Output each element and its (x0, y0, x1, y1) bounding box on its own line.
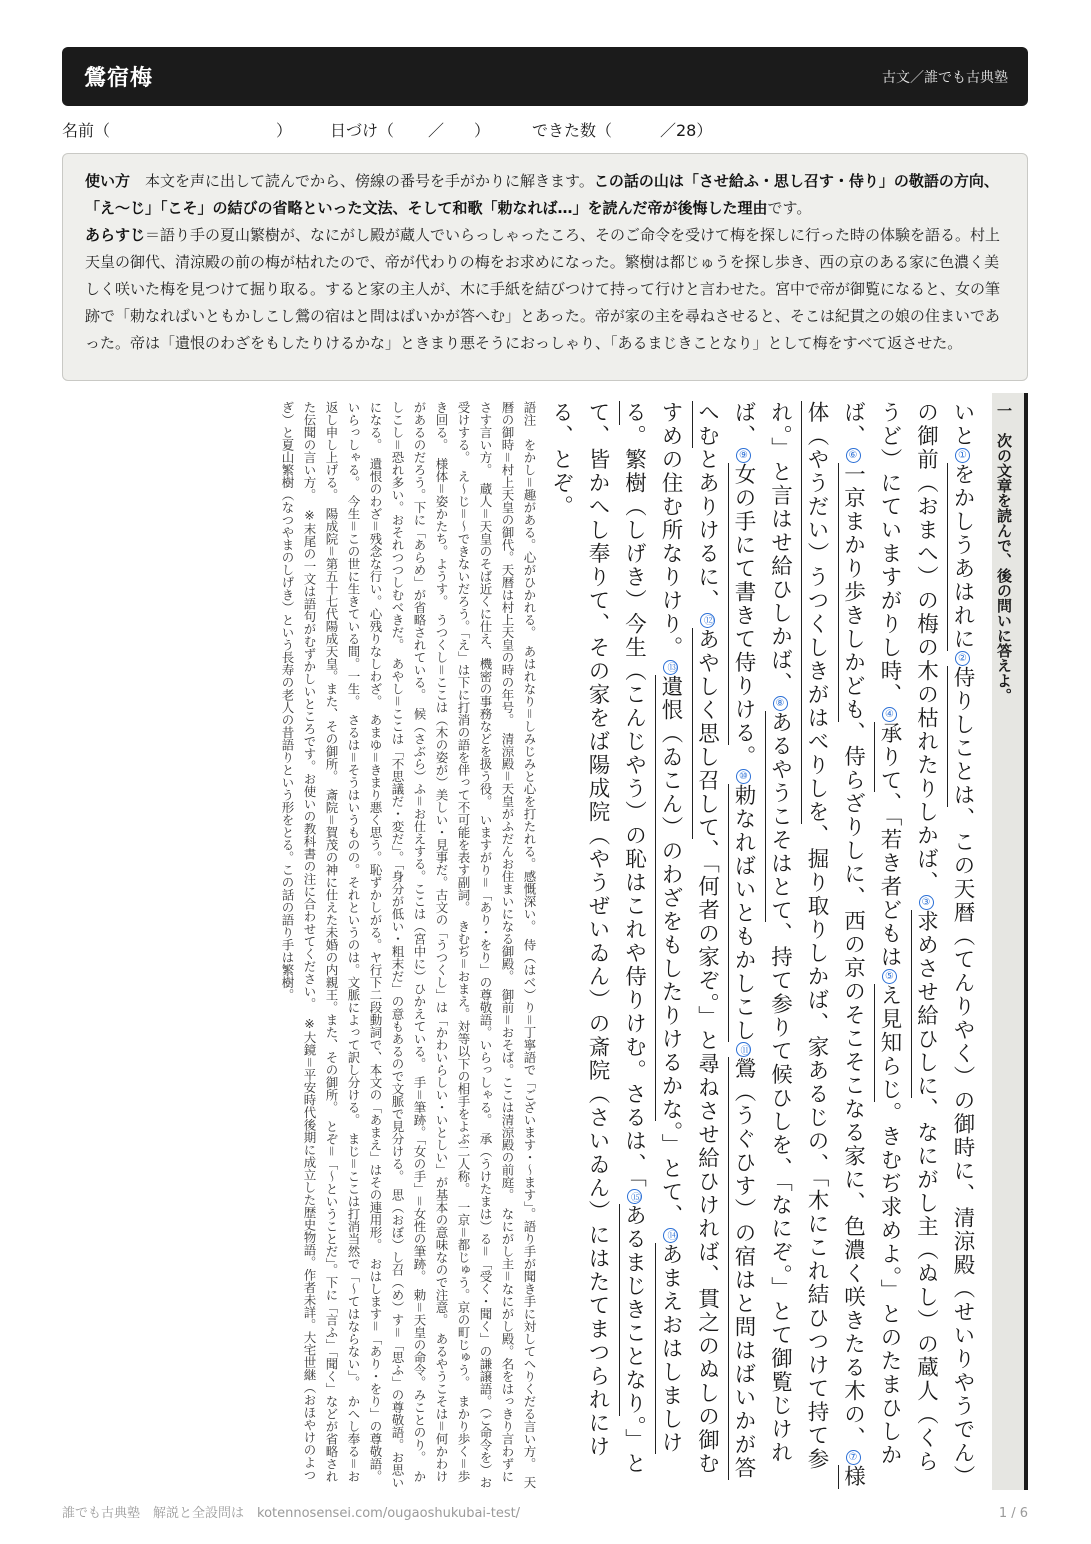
underlined-7: 様体（やうだい）うつくしきがはべりしを (801, 401, 866, 1489)
marker-13: ⑬ (663, 660, 678, 675)
exercise-area (62, 393, 1028, 1490)
page-title: 鶯宿梅 (84, 66, 154, 91)
underlined-2: 侍りしことは (947, 666, 975, 807)
underlined-10: 勅なればいともかしこし (728, 784, 756, 1043)
passage-seg: 、この天暦（てんりやく）の御時に、清涼殿（せいりやうでん）の御前（おまへ）の梅の木の枯れたりしかば、 (913, 401, 975, 1489)
marker-8: ⑧ (774, 697, 786, 709)
marker-7: ⑦ (847, 1452, 859, 1463)
page-footer (62, 1502, 1028, 1526)
marker-5: ⑤ (884, 971, 895, 983)
underlined-4: 承りて (874, 722, 902, 793)
passage-seg: 、侍らざりしに、西の京のそこそこなる家に、色濃く咲きたる木の、 (840, 721, 866, 1450)
underlined-11: 鶯（うぐひす）の宿はと問はばいかが答へむ (692, 401, 757, 1480)
name-close: ） (276, 121, 293, 140)
score-total: ／28） (660, 121, 713, 140)
name-label: 名前（ (62, 121, 111, 140)
usage-label: 使い方 (85, 172, 131, 190)
usage-text-end: です。 (767, 199, 812, 217)
usage-highlight: この話の山は「させ給ふ・思し召す・侍り」の敬語の方向、「え〜じ」「こそ」の結びの省略といった文法、そして和歌「勅なれば…」を読んだ帝が後悔した理由 (85, 172, 999, 217)
summary-text: ＝語り手の夏山繁樹が、なにがし殿が蔵人でいらっしゃったころ、そのご命令を受けて梅を探しに行った時の体験を語る。村上天皇の御代、清涼殿の前の梅が枯れたので、帝が代わりの梅をお求めになった。繁樹は都じゅうを探し歩き、西の京のある家に色濃く美しく咲いた梅を見つけて掘り取る。すると家の主人が、木に手紙を結びつけて持って行けと言わせた。宮中で帝が御覧になると、女の筆跡で「勅なればいともかしこし鶯の宿はと問はばいかが答へむ」とあった。帝が家の主を尋ねさせると、そこは紀貫之の娘の住まいであった。帝は「遺恨のわざをもしたりけるかな」ときまり悪そうにおっしゃり、「あるまじきことなり」として梅をすべて返させた。 (85, 226, 1001, 352)
underlined-8: あるやうこそはとて (765, 711, 793, 923)
underlined-6: 一京まかり歩きしかども (838, 463, 866, 722)
passage-seg: とありけるに、 (694, 448, 720, 613)
date-label: 日づけ（ (330, 121, 395, 140)
date-slash: ／ (428, 121, 445, 140)
marker-2: ② (957, 653, 968, 664)
passage-seg: 。 (731, 745, 756, 769)
marker-4: ④ (884, 708, 895, 720)
question-heading: 一 次の文章を読んで、後の問いに答えよ。 (992, 393, 1028, 1490)
page-number: 1 / 6 (998, 1506, 1028, 1521)
passage-seg: 、「若き者どもは (877, 792, 902, 970)
passage-seg: 。きむぢ求めよ。」とのたまひしかば、 (840, 401, 902, 1467)
underlined-12: あやしく思し召して (692, 628, 720, 840)
page-subtitle: 古文／誰でも古典塾 (882, 69, 1008, 86)
underlined-5: え見知らじ (874, 984, 902, 1102)
underlined-14: あまえおはしましける (619, 401, 684, 1454)
passage-seg: 。」とて、皆かへし奉りて、その家をば陽成院（やうぜいゐん）の斎院（さいゐん）にはたてまつられにける、とぞ。 (548, 401, 647, 1476)
student-info-line (62, 118, 1028, 144)
passage-seg: 、「何者の家ぞ。」と尋ねさせ給ひければ、貫之のぬしの御むすめの住む所なりけり。 (658, 401, 720, 1476)
usage-text: 本文を声に出して読んでから、傍線の番号を手がかりに解きます。 (145, 172, 594, 190)
marker-12: ⑫ (700, 613, 715, 628)
marker-6: ⑥ (847, 450, 859, 461)
usage-box (62, 153, 1028, 381)
marker-3: ③ (920, 896, 932, 908)
passage-seg: 。繁樹（しげき）今生（こんじやう）の恥はこれや侍りけむ。さるは、「 (621, 424, 647, 1190)
marker-14: ⑭ (663, 1228, 678, 1243)
score-label: できた数（ (532, 121, 613, 140)
date-close: ） (474, 121, 491, 140)
passage-seg: いと (950, 401, 975, 448)
marker-11: ⑪ (736, 1042, 751, 1057)
underlined-13: 遺恨（ゐこん）のわざをもしたりけるかな (655, 675, 683, 1122)
marker-9: ⑨ (738, 450, 749, 461)
vocabulary-notes: 語注 をかし＝趣がある。心がひかれる。 あはれなり＝しみじみと心を打たれる。感慨深い。 侍（はべ）り＝丁寧語で「ございます・〜ます」。語り手が聞き手に対してへりくだる言い方。 天暦の御時＝村上天皇の御代。天暦は村上天皇の時の年号。 清涼殿＝天皇がふだんお住まいになる御殿。 御前＝おそば。ここは清涼殿の前庭。 なにがし主＝なにがし殿。名をはっきり言わずにさす言い方。 蔵人＝天皇のそば近くに仕え、機密の事務などを扱う役。 いますがり＝「あり・をり」の尊敬語。いらっしゃる。 承（うけたまは）る＝「受く・聞く」の謙譲語。（ご命令を）お受けする。 え〜じ＝〜できないだろう。「え」は下に打消の語を伴って不可能を表す副詞。 きむぢ＝おまえ。対等以下の相手をよぶ二人称。 一京＝都じゅう。京の町じゅう。 まかり歩く＝歩き回る。 様体＝姿かたち。ようす。 うつくし＝ここは（木の姿が）美しい・見事だ。古文の「うつくし」は「かわいらしい・いとしい」が基本の意味なので注意。 あるやうこそは＝何かわけがあるのだろう。下に「あらめ」が省略されている。 候（さぶら）ふ＝お仕えする。ここは（宮中に）ひかえている。 手＝筆跡。「女の手」＝女性の筆跡。 勅＝天皇の命令。みことのり。 かしこし＝恐れ多い。おそれつつしむべきだ。 あやし＝ここは「不思議だ・変だ」。「身分が低い・粗末だ」の意もあるので文脈で見分ける。 思（おぼ）し召（め）す＝「思ふ」の尊敬語。お思いになる。 遺恨のわざ＝残念な行い。心残りなしわざ。 あまゆ＝きまり悪く思う。恥ずかしがる。ヤ行下二段動詞で、本文の「あまえ」はその連用形。 おはします＝「あり・をり」の尊敬語。いらっしゃる。 今生＝この世に生きている間。一生。 さるは＝そうはいうものの。それというのは。文脈によって訳し分ける。 まじ＝ここは打消当然で「〜てはならない」。 かへし奉る＝お返し申し上げる。 陽成院＝第五十七代陽成天皇。また、その御所。 斎院＝賀茂の神に仕えた未婚の内親王。また、その御所。 とぞ＝「〜ということだ」。下に「言ふ」「聞く」などが省略された伝聞の言い方。 ※末尾の一文は語句がむずかしいところです。お使いの教科書の注に合わせてください。 ※大鏡＝平安時代後期に成立した歴史物語。作者未詳。大宅世継（おほやけのよつぎ）と夏山繁樹（なつやまのしげき）という長寿の老人の昔語りという形をとる。この話の語り手は繁樹。 (280, 401, 537, 1489)
passage-seg: 。」とて、 (658, 1121, 683, 1228)
underlined-3: 求めさせ給ひしに (911, 910, 939, 1098)
footer-text: 誰でも古典塾 解説と全設問は kotennosensei.com/ougaoshukubai-test/ (62, 1506, 521, 1521)
passage-seg: 、なにがし主（ぬし）の蔵人（くらうど）にていますがりし時、 (877, 401, 939, 1474)
underlined-1: をかしうあはれに (947, 463, 975, 651)
passage-seg: 、持て参りて候ひしを、「なにぞ。」とて御覧じければ、 (731, 401, 793, 1465)
underlined-9: 女の手にて書きて侍りける (728, 463, 756, 745)
marker-1: ① (957, 450, 968, 461)
marker-10: ⑩ (738, 770, 749, 782)
summary-label: あらすじ (85, 226, 146, 244)
passage-text (540, 401, 980, 1490)
marker-15: ⑮ (627, 1189, 642, 1204)
title-bar (62, 47, 1028, 106)
passage-seg: 、掘り取りしかば、家あるじの、「木にこれ結ひつけて持て参れ。」と言はせ給ひしかば、 (767, 401, 829, 1472)
underlined-15: あるまじきことなり (619, 1204, 647, 1416)
